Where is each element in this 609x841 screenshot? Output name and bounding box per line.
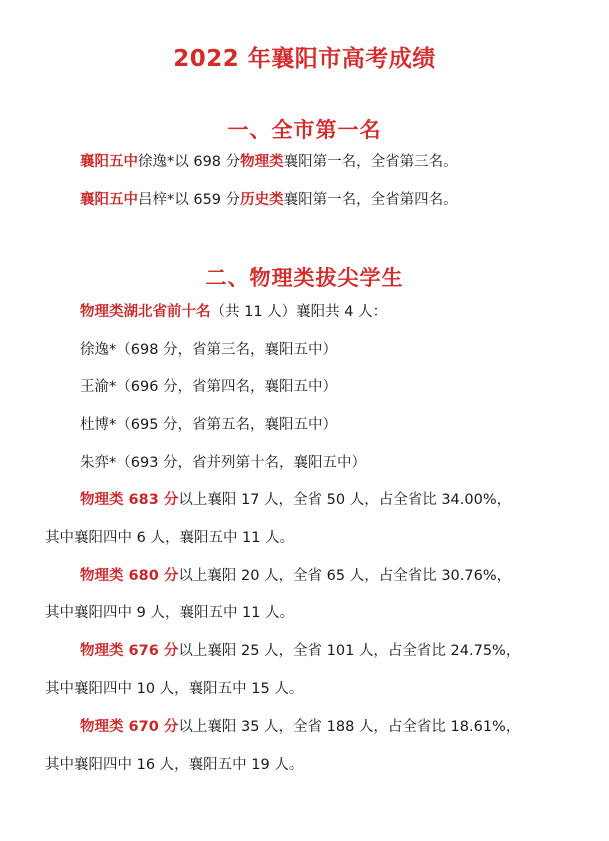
student-line: 王渝*（696 分，省第四名，襄阳五中） [80,379,338,395]
stat-line-2 [80,566,511,586]
subject-label: 物理类 [240,154,284,170]
line-text: 襄阳第一名，全省第三名。 [283,154,458,170]
section2-intro [80,302,387,322]
intro-text: （共 11 人）襄阳共 4 人： [210,304,388,320]
stat-score: 物理类 680 分 [80,568,179,584]
line-text: 吕梓*以 659 分 [138,192,241,208]
subject-label: 历史类 [240,192,284,208]
stat-line-1-cont: 其中襄阳四中 6 人，襄阳五中 11 人。 [45,530,295,546]
section2-heading: 二、物理类拔尖学生 [205,266,404,290]
stat-line-2-cont: 其中襄阳四中 9 人，襄阳五中 11 人。 [45,605,295,621]
line-text: 襄阳第一名，全省第四名。 [283,192,458,208]
school-name: 襄阳五中 [80,192,138,208]
intro-red: 物理类湖北省前十名 [80,304,211,320]
stat-score: 物理类 670 分 [80,719,179,735]
stat-text: 以上襄阳 20 人，全省 65 人，占全省比 30.76%， [178,568,512,584]
stat-score: 物理类 683 分 [80,492,179,508]
page-title: 2022 年襄阳市高考成绩 [173,46,436,72]
stat-line-3-cont: 其中襄阳四中 10 人，襄阳五中 15 人。 [45,681,304,697]
section1-heading: 一、全市第一名 [227,118,382,142]
section1-line-1 [80,152,458,172]
stat-line-3 [80,641,520,661]
school-name: 襄阳五中 [80,154,138,170]
stat-score: 物理类 676 分 [80,643,179,659]
stat-text: 以上襄阳 25 人，全省 101 人，占全省比 24.75%， [178,643,521,659]
student-line: 徐逸*（698 分，省第三名，襄阳五中） [80,342,338,358]
section1-line-2 [80,190,458,210]
student-line: 杜博*（695 分，省第五名，襄阳五中） [80,417,338,433]
line-text: 徐逸*以 698 分 [138,154,241,170]
stat-line-4 [80,717,520,737]
student-line: 朱弈*（693 分，省并列第十名，襄阳五中） [80,455,367,471]
stat-text: 以上襄阳 35 人，全省 188 人，占全省比 18.61%， [178,719,521,735]
stat-line-4-cont: 其中襄阳四中 16 人，襄阳五中 19 人。 [45,757,304,773]
stat-line-1 [80,490,511,510]
stat-text: 以上襄阳 17 人，全省 50 人，占全省比 34.00%， [178,492,512,508]
